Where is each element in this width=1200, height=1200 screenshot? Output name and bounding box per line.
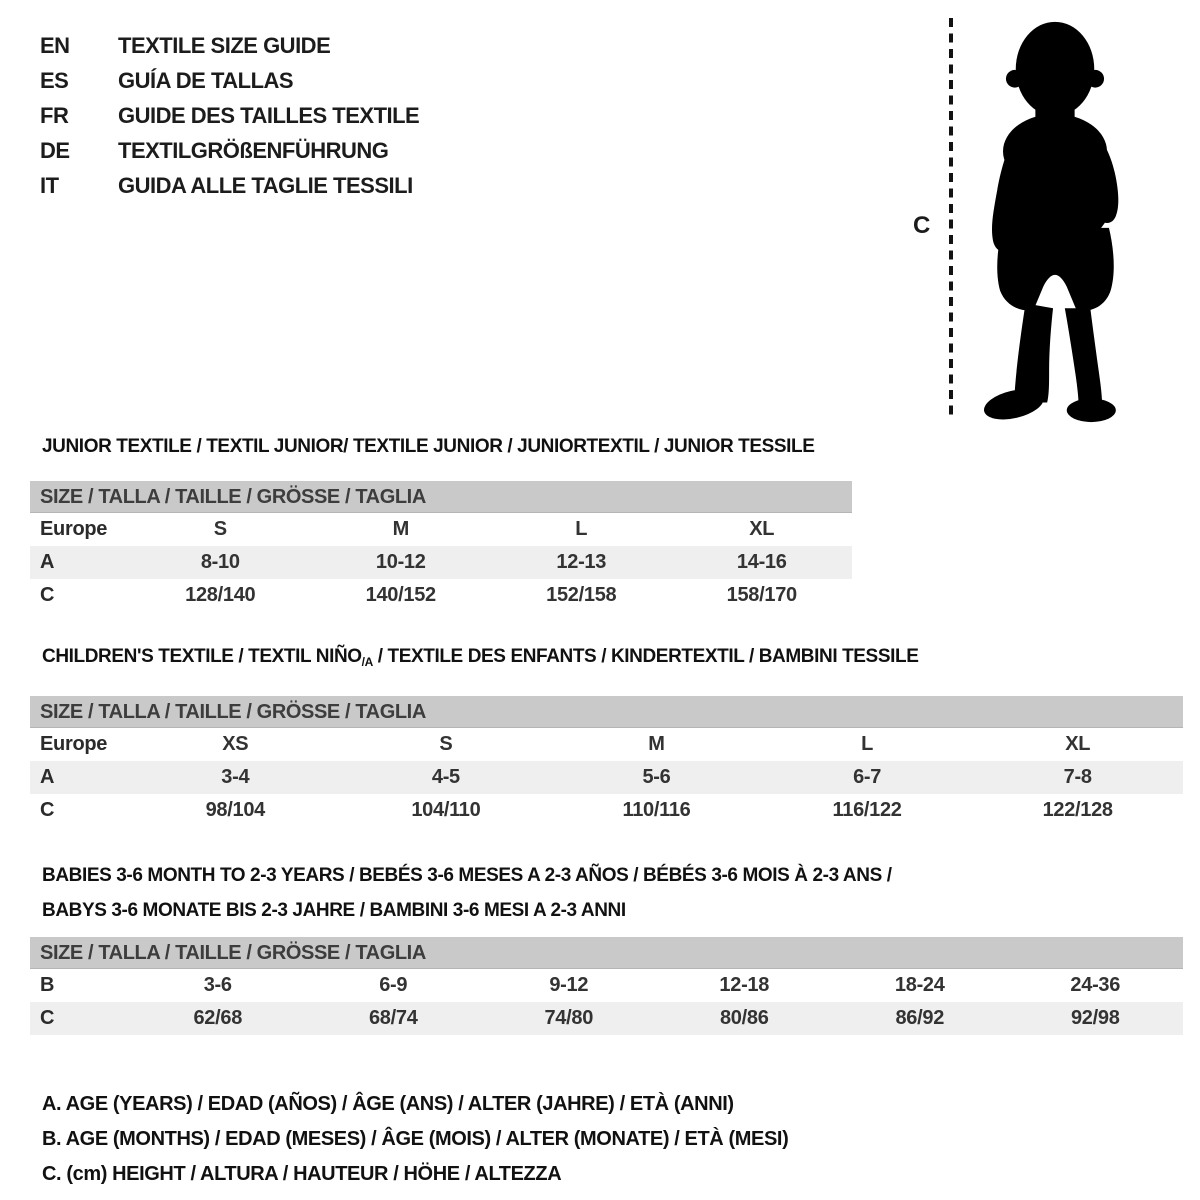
table-cell: 6-9 — [379, 974, 408, 996]
junior-section — [30, 435, 1200, 612]
table-cell: M — [648, 733, 665, 755]
lang-title: GUIDE DES TAILLES TEXTILE — [118, 103, 420, 128]
table-cell: L — [575, 518, 588, 540]
table-row — [30, 546, 852, 579]
row-label: A — [40, 766, 55, 788]
table-cell: 98/104 — [205, 799, 265, 821]
table-cell: 5-6 — [642, 766, 671, 788]
table-row — [30, 1002, 1183, 1035]
table-cell: 152/158 — [546, 584, 617, 606]
row-label: C — [40, 1007, 55, 1029]
babies-section — [30, 858, 1200, 1035]
table-row — [30, 513, 852, 546]
row-label: Europe — [40, 518, 108, 540]
children-title-sub: /A — [361, 655, 373, 669]
babies-title-line2: BABYS 3-6 MONATE BIS 2-3 JAHRE / BAMBINI 3-6 MESI A 2-3 ANNI — [42, 900, 626, 921]
row-label: Europe — [40, 733, 108, 755]
lang-code: EN — [40, 33, 70, 58]
table-cell: 104/110 — [411, 799, 481, 821]
table-cell: 12-13 — [556, 551, 607, 573]
table-cell: 68/74 — [368, 1007, 418, 1029]
table-cell: 110/116 — [622, 799, 691, 821]
table-cell: S — [213, 518, 227, 540]
table-cell: 158/170 — [726, 584, 797, 606]
table-cell: 14-16 — [736, 551, 787, 573]
children-title-rest: / TEXTILE DES ENFANTS / KINDERTEXTIL / BAMBINI TESSILE — [372, 646, 919, 667]
table-cell: L — [861, 733, 874, 755]
lang-code: ES — [40, 68, 69, 93]
children-section-title — [30, 645, 1183, 674]
table-cell: 128/140 — [185, 584, 256, 606]
table-cell: XL — [1065, 733, 1091, 755]
table-cell: 86/92 — [895, 1007, 945, 1029]
height-dashed-line-icon — [947, 18, 955, 420]
table-row — [30, 794, 1183, 827]
table-row — [30, 969, 1183, 1002]
table-cell: 3-4 — [221, 766, 250, 788]
lang-code: DE — [40, 138, 70, 163]
table-cell: 12-18 — [719, 974, 770, 996]
table-row — [30, 579, 852, 612]
table-cell: XL — [749, 518, 775, 540]
table-cell: S — [439, 733, 453, 755]
table-cell: 6-7 — [853, 766, 882, 788]
lang-code: IT — [40, 173, 59, 198]
lang-title: GUIDA ALLE TAGLIE TESSILI — [118, 173, 413, 198]
row-label: C — [40, 799, 55, 821]
row-label: C — [40, 584, 55, 606]
baby-height-figure — [905, 12, 1155, 427]
row-label: A — [40, 551, 55, 573]
table-cell: 122/128 — [1042, 799, 1113, 821]
table-row — [30, 728, 1183, 761]
lang-title: TEXTILE SIZE GUIDE — [118, 33, 331, 58]
table-cell: 140/152 — [365, 584, 436, 606]
table-cell: 4-5 — [431, 766, 460, 788]
row-label: B — [40, 974, 55, 996]
table-cell: 62/68 — [193, 1007, 243, 1029]
baby-silhouette-icon — [969, 14, 1141, 426]
table-cell: 7-8 — [1063, 766, 1092, 788]
babies-size-bar: SIZE / TALLA / TAILLE / GRÖSSE / TAGLIA — [30, 937, 1183, 969]
lang-code: FR — [40, 103, 69, 128]
lang-title: GUÍA DE TALLAS — [118, 68, 294, 93]
legend-line-c: C. (cm) HEIGHT / ALTURA / HAUTEUR / HÖHE / ALTEZZA — [42, 1163, 562, 1185]
lang-title: TEXTILGRÖßENFÜHRUNG — [118, 138, 389, 163]
children-title-main: CHILDREN'S TEXTILE / TEXTIL NIÑO — [42, 646, 362, 667]
junior-size-bar: SIZE / TALLA / TAILLE / GRÖSSE / TAGLIA — [30, 481, 852, 513]
table-cell: 10-12 — [375, 551, 426, 573]
measure-legend — [30, 1087, 1200, 1192]
table-cell: 18-24 — [894, 974, 945, 996]
height-measure-label: C — [913, 212, 931, 239]
table-cell: M — [392, 518, 409, 540]
table-cell: 3-6 — [203, 974, 232, 996]
table-cell: 24-36 — [1070, 974, 1121, 996]
legend-line-a: A. AGE (YEARS) / EDAD (AÑOS) / ÂGE (ANS) / ALTER (JAHRE) / ETÀ (ANNI) — [42, 1093, 734, 1115]
babies-title-line1: BABIES 3-6 MONTH TO 2-3 YEARS / BEBÉS 3-6 MESES A 2-3 AÑOS / BÉBÉS 3-6 MOIS À 2-3 ANS / — [42, 865, 892, 886]
children-size-bar: SIZE / TALLA / TAILLE / GRÖSSE / TAGLIA — [30, 696, 1183, 728]
table-row — [30, 761, 1183, 794]
table-cell: 8-10 — [200, 551, 240, 573]
babies-section-title — [30, 858, 1183, 928]
children-size-table — [30, 728, 1183, 827]
table-cell: 92/98 — [1070, 1007, 1120, 1029]
table-cell: 9-12 — [549, 974, 589, 996]
table-cell: 74/80 — [544, 1007, 594, 1029]
tables-content — [0, 435, 1200, 1192]
legend-line-b: B. AGE (MONTHS) / EDAD (MESES) / ÂGE (MOIS) / ALTER (MONATE) / ETÀ (MESI) — [42, 1128, 789, 1150]
junior-section-title: JUNIOR TEXTILE / TEXTIL JUNIOR/ TEXTILE JUNIOR / JUNIORTEXTIL / JUNIOR TESSILE — [42, 436, 815, 457]
children-section — [30, 645, 1200, 827]
babies-size-table — [30, 969, 1183, 1035]
table-cell: 80/86 — [719, 1007, 769, 1029]
table-cell: 116/122 — [832, 799, 902, 821]
junior-size-table — [30, 513, 852, 612]
table-cell: XS — [222, 733, 249, 755]
